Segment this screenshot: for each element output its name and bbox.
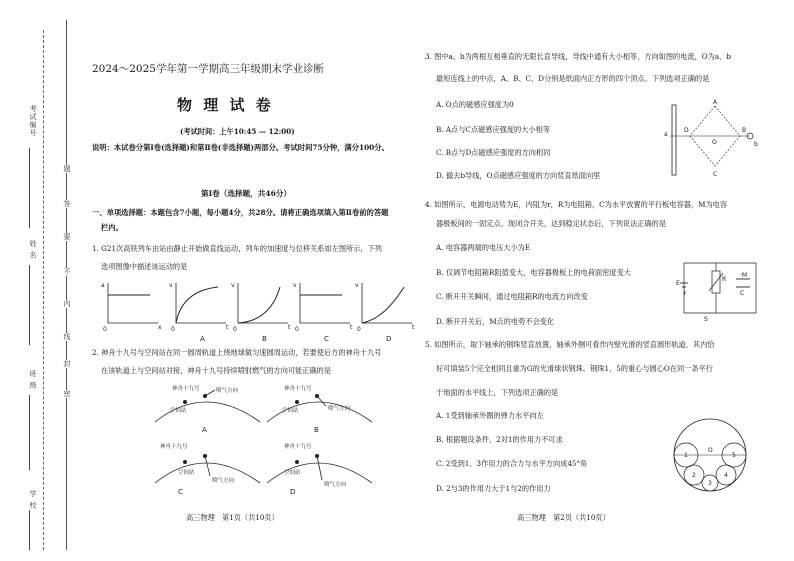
q4-option-D: D. 断开开关后，M点的电势不会变化 [436,317,555,326]
graph-ylabel: v [169,282,173,289]
option-label: C [324,335,329,343]
svg-text:空间站: 空间站 [284,470,301,476]
svg-text:b: b [754,141,758,148]
graph-ylabel: a [101,282,105,289]
school-label: 学 校 [29,490,37,510]
graph-ylabel: v [231,282,235,289]
graph-ylabel: v [355,282,359,289]
q4-circuit-figure [676,243,766,323]
svg-text:A: A [202,426,207,434]
section1-title: 第Ⅰ卷（选择题，共46分） [201,189,292,198]
exam-number-label: 考试编号 [29,105,37,137]
q2-diagram-A [150,382,270,442]
graph-ylabel: v [293,282,297,289]
footer-right: 高三物理 第2页（共10页） [517,513,610,522]
footer-left: 高三物理 第1页（共10页） [186,513,279,522]
q5-option-D: D. 2与3的作用力大于1与2的作用力 [436,484,551,493]
svg-text:R: R [722,276,727,283]
q3-option-C: C. B点与D点磁感应强度的方向相同 [436,148,551,157]
svg-text:5: 5 [732,452,736,459]
name-blank [29,265,30,345]
part-title-line2: 栏内。 [101,223,123,232]
exam-number-blank [29,148,30,228]
class-blank [29,395,30,470]
option-label: A [200,335,205,343]
svg-text:r: r [684,290,687,297]
graph-origin: 0 [357,326,361,333]
svg-text:S: S [704,316,708,323]
name-label: 姓 名 [29,240,37,260]
binding-dashed-line [43,30,44,550]
q4-line2: 器极板间的一固定点。现闭合开关，达到稳定状态后，下列说法正确的是 [436,219,667,228]
q5-line3: 于地面的水平线上，下列选项正确的是 [436,388,559,397]
svg-text:神舟十九号: 神舟十九号 [160,444,188,450]
seal-char: 内 [63,300,71,308]
exam-time: (考试时间：上午10:45 — 12:00) [180,127,295,136]
svg-text:空间站: 空间站 [178,470,195,476]
svg-text:3: 3 [708,480,712,487]
graph-xlabel: t [288,324,291,331]
svg-text:D: D [684,127,689,134]
q3-line2: 最短连线上的中点，A、B、C、D分别是纸面内正方形的四个顶点。下列选项正确的是 [436,74,710,83]
binding-solid-line [66,20,67,550]
q4-option-C: C. 断开开关瞬间，通过电阻箱R的电流方向改变 [436,292,588,301]
svg-text:空间站: 空间站 [170,408,187,414]
q3-line1: 3. 图中a、b为两根互相垂直的无限长直导线，导线中通有大小相等、方向如图的电流，O为a、b [425,52,731,61]
q4-option-B: B. 仅调节电阻箱R阻值变大，电容器极板上的电荷面密度变大 [436,268,631,277]
seal-char: 线 [63,333,71,341]
q1-graph-B [230,281,300,351]
q2-diagram-C [150,438,270,508]
q1-graph-C [292,281,362,351]
svg-text:B: B [314,426,319,434]
seal-char: 不 [63,268,71,276]
svg-text:神舟十九号: 神舟十九号 [284,444,312,450]
svg-text:B: B [742,127,747,134]
graph-origin: 0 [233,326,237,333]
svg-text:a: a [664,131,668,138]
q3-option-B: B. A点与C点磁感应强度的大小相等 [436,125,550,134]
svg-text:4: 4 [724,472,728,479]
q2-line2: 在该轨道上与空间站对接，神舟十九号持续喷射燃气的方向可能正确的是 [101,366,332,375]
q3-option-A: A. O点的磁感应强度为0 [436,100,514,109]
svg-text:·M: ·M [740,272,748,279]
seal-char: 题 [63,165,71,173]
q5-option-B: B. 根据题设条件，2对1的作用力不可求 [436,435,563,444]
q5-option-C: C. 2受到1、3作用力的合力与水平方向成45°角 [436,459,588,468]
q3-figure [660,100,770,180]
q1-line2: 选项图像中描述该运动的是 [101,262,188,271]
svg-text:神舟十九号: 神舟十九号 [284,386,312,392]
option-label: D [386,335,392,343]
option-label: B [262,335,267,343]
class-label: 班 级 [29,370,37,390]
graph-origin: 0 [103,326,107,333]
q5-line1: 5. 如图所示，取下轴承的钢珠竖直放置，轴承外侧可看作内壁光滑的竖直圆形轨道，其内恰 [425,340,715,349]
svg-text:空间站: 空间站 [282,408,299,414]
q2-diagram-B [262,382,382,442]
svg-text:喷气方向: 喷气方向 [324,482,347,488]
q3-option-D: D. 撤去b导线，O点磁感应强度的方向竖直纸面向里 [436,171,601,180]
seal-char: 密 [63,390,71,398]
svg-text:O: O [708,447,713,454]
instructions: 说明：本试卷分第Ⅰ卷(选择题)和第Ⅱ卷(非选择题)两部分。考试时间75分钟，满分100分。 [92,143,389,152]
graph-xlabel: t [350,324,353,331]
svg-text:E: E [676,280,680,287]
q4-line1: 4. 如图所示，电源电动势为E，内阻为r，R为电阻箱，C为水平放置的平行板电容器，M为电容 [425,200,728,209]
graph-xlabel: x [158,324,162,331]
subject-title: 物 理 试 卷 [177,96,274,114]
svg-text:C: C [178,488,183,496]
graph-xlabel: t [412,324,415,331]
svg-text:喷气方向: 喷气方向 [212,478,235,484]
exam-title: 2024～2025学年第一学期高三年级期末学业诊断 [92,63,324,75]
q1-line1: 1. G21次高铁列车由站由静止开始做直线运动，列车的加速度与位移关系如左图所示，下列 [92,244,382,253]
svg-text:D: D [290,488,296,496]
graph-xlabel: t [226,324,229,331]
svg-text:C: C [740,290,745,297]
seal-char: 要 [63,233,71,241]
svg-text:C: C [713,171,718,178]
q2-line1: 2. 神舟十九号与空间站在同一圆周轨道上绕地球做匀速圆周运动，若要使后方的神舟十九号 [92,348,382,357]
svg-text:A: A [713,99,718,106]
seal-char: 封 [63,360,71,368]
part-title-line1: 一、单项选择题：本题包含7小题，每小题4分，共28分。请将正确选项填入第Ⅱ卷前的答题 [92,208,389,217]
svg-text:O: O [712,139,717,146]
q4-option-A: A. 电容器两端的电压大小为E [436,243,531,252]
school-blank [29,510,30,550]
graph-origin: 0 [171,326,175,333]
q1-graph-D [354,281,424,351]
q1-graph-A [168,281,238,351]
q5-line2: 好可填装5个完全相同且重为G的光滑球状钢珠。钢珠1、5的重心与圆心O在同一条平行 [436,364,713,373]
svg-text:2: 2 [692,472,696,479]
svg-text:喷气方向: 喷气方向 [216,388,239,394]
q5-bearing-figure [670,415,750,495]
q1-graph-a-x [100,281,170,341]
graph-origin: 0 [295,326,299,333]
svg-text:1: 1 [684,452,688,459]
svg-text:喷气方向: 喷气方向 [328,406,351,412]
seal-char: 答 [63,200,71,208]
q2-diagram-D [262,438,382,508]
q5-option-A: A. 1受到轴承外圈的弹力水平向左 [436,411,544,420]
svg-text:神舟十九号: 神舟十九号 [172,386,200,392]
